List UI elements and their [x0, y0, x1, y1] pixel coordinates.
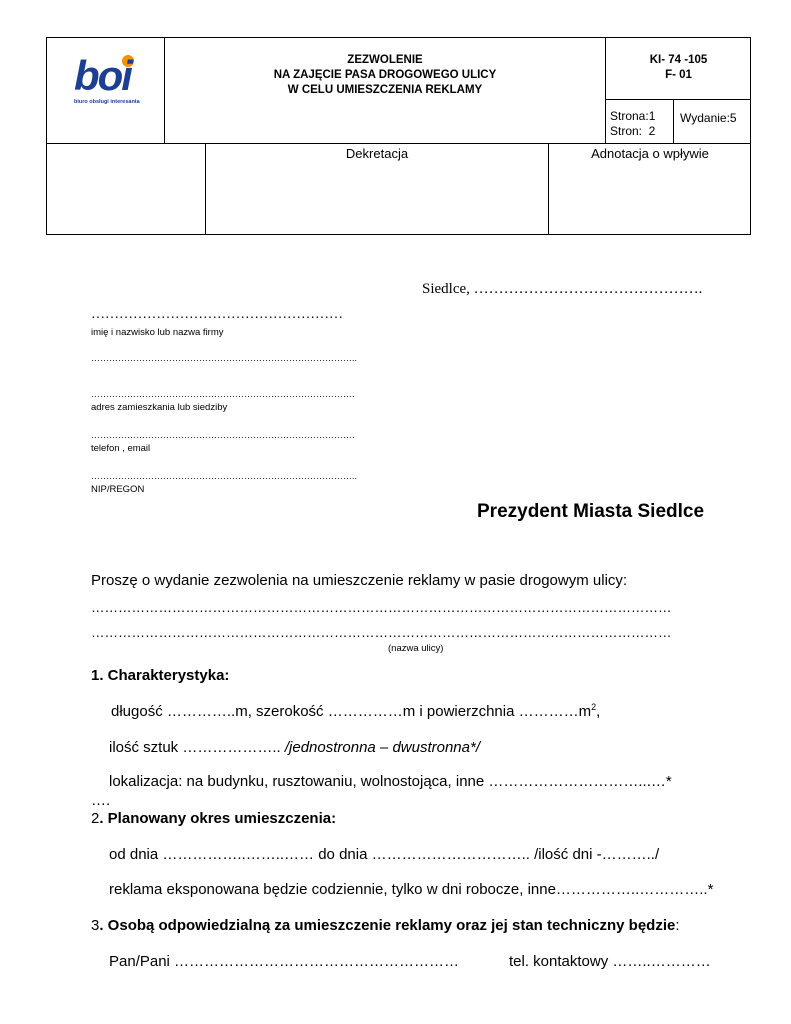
- form-title-line3: W CELU UMIESZCZENIA REKLAMY: [287, 84, 483, 96]
- logo-subtitle: biuro obsługi interesanta: [74, 99, 140, 105]
- applicant-phone-label: telefon , email: [91, 443, 151, 454]
- applicant-dots-line4[interactable]: …………………………………………………………………………….: [91, 430, 355, 440]
- applicant-nip-label: NIP/REGON: [91, 484, 145, 495]
- applicant-dots-line5[interactable]: ……………………………………………………………………………..: [91, 471, 358, 481]
- applicant-name-label: imię i nazwisko lub nazwa firmy: [91, 327, 224, 338]
- section1-quantity-options: /jednostronna – dwustronna*/: [284, 739, 480, 756]
- applicant-address-label: adres zamieszkania lub siedziby: [91, 402, 228, 413]
- form-title: [165, 53, 605, 98]
- adnotacja-label: Adnotacja o wpływie: [591, 146, 709, 161]
- section1-dimensions-end: ,: [596, 703, 601, 720]
- page-current: Strona:1: [610, 109, 656, 123]
- dekretacja-label: Dekretacja: [345, 146, 409, 161]
- section2-exposure[interactable]: reklama eksponowana będzie codziennie, tylko w dni robocze, inne……………..…………..*: [109, 881, 714, 898]
- page-info: [610, 109, 655, 139]
- form-code-line1: KI- 74 -105: [649, 54, 708, 66]
- form-code-line2: F- 01: [665, 69, 692, 81]
- section3-heading-text: . Osobą odpowiedzialną za umieszczenie reklamy oraz jej stan techniczny będzie: [99, 917, 676, 934]
- logo-text: boi: [74, 52, 131, 99]
- section1-dimensions[interactable]: [111, 702, 600, 720]
- applicant-dots-line3[interactable]: …………………………………………………………………………….: [91, 389, 355, 399]
- form-title-line1: ZEZWOLENIE: [347, 54, 423, 66]
- section1-location[interactable]: lokalizacja: na budynku, rusztowaniu, wolnostojąca, inne …………………………...…*: [109, 773, 672, 790]
- form-code: [606, 53, 751, 83]
- request-text: Proszę o wydanie zezwolenia na umieszczenie reklamy w pasie drogowym ulicy:: [91, 572, 628, 589]
- section2-dates[interactable]: od dnia ……………..……..…… do dnia ………………………….. /ilość dni -………../: [109, 846, 660, 863]
- section3-phone[interactable]: tel. kontaktowy ……..…………: [509, 953, 711, 970]
- edition: Wydanie:5: [680, 111, 737, 125]
- header-code-hline: [605, 99, 751, 100]
- section1-dimensions-text: długość …………..m, szerokość ……………m i powierzchnia …………m: [111, 703, 592, 720]
- header-divider: [46, 143, 751, 144]
- section3-number: 3: [91, 917, 100, 934]
- applicant-dots-line2[interactable]: ……………………………………………………………………………..: [91, 353, 358, 363]
- section3-heading: [91, 917, 680, 934]
- section2-heading-text: . Planowany okres umieszczenia:: [99, 810, 337, 827]
- section1-quantity[interactable]: [109, 739, 480, 756]
- section1-location-cont: ….: [91, 792, 111, 809]
- applicant-name-dots[interactable]: ………………………………………………: [91, 307, 343, 322]
- place-date[interactable]: Siedlce, ……………………………………….: [422, 281, 703, 297]
- section3-colon: :: [675, 917, 680, 934]
- section2-number: 2: [91, 810, 100, 827]
- form-title-line2: NA ZAJĘCIE PASA DROGOWEGO ULICY: [273, 69, 497, 81]
- section2-heading: [91, 810, 336, 827]
- request-dots-2[interactable]: …………………………………………………………………………………………………………………: [91, 625, 672, 640]
- section3-person[interactable]: Pan/Pani …………………………………………………: [109, 953, 460, 970]
- request-dots-1[interactable]: …………………………………………………………………………………………………………………: [91, 600, 672, 615]
- street-label: (nazwa ulicy): [388, 643, 444, 654]
- section1-dimensions-sup: 2: [591, 702, 597, 712]
- section1-quantity-text: ilość sztuk ………………..: [109, 739, 285, 756]
- section1-heading: 1. Charakterystyka:: [91, 667, 230, 684]
- page-total: Stron: 2: [610, 124, 656, 138]
- logo: [72, 52, 142, 114]
- header-code-vline: [673, 99, 674, 144]
- recipient: Prezydent Miasta Siedlce: [477, 501, 705, 522]
